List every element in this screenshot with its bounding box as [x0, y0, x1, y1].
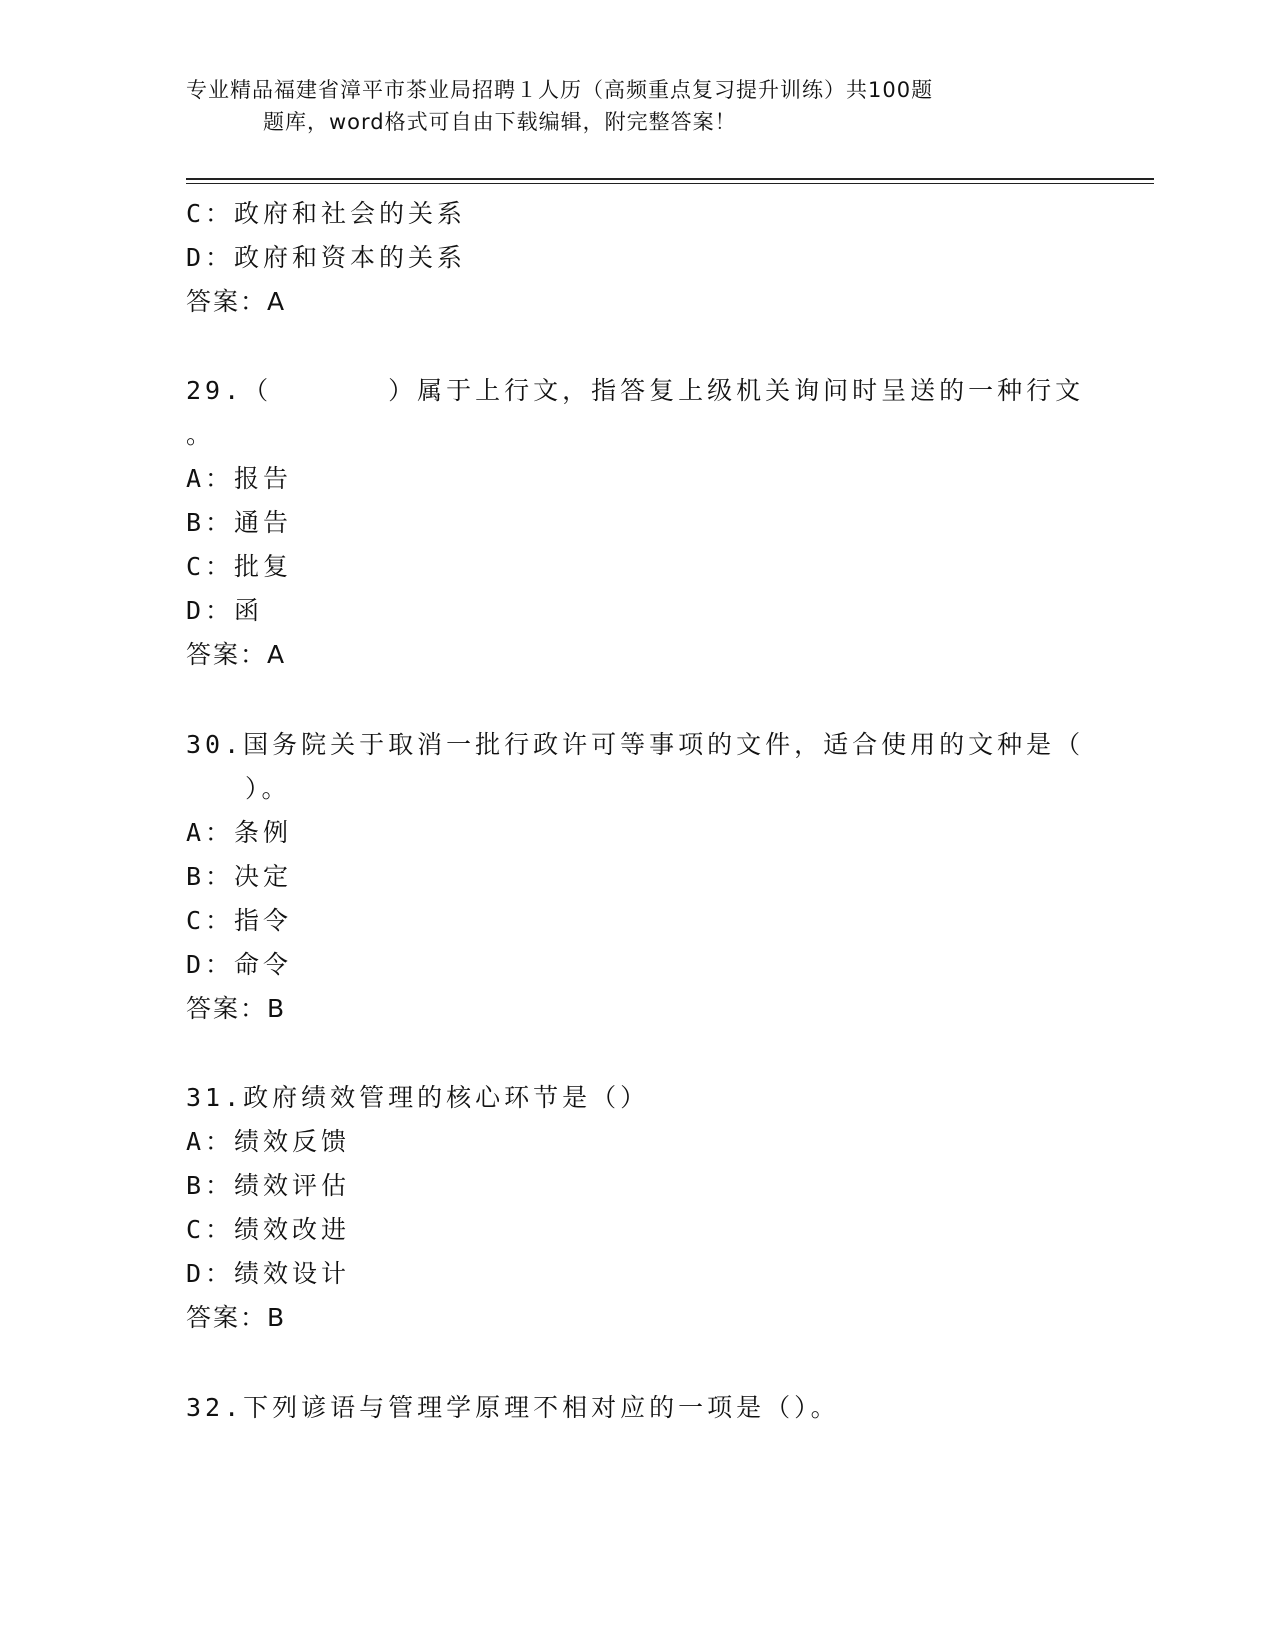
header-rule-thin: [186, 183, 1154, 184]
q28-option-d: D：政府和资本的关系: [186, 243, 467, 272]
q30-option-a: A：条例: [186, 818, 293, 847]
q29-option-c: C：批复: [186, 552, 293, 581]
q31-option-a: A：绩效反馈: [186, 1127, 351, 1156]
q31-option-d: D：绩效设计: [186, 1259, 351, 1288]
q30-answer: 答案：B: [186, 994, 287, 1023]
q30-option-d: D：命令: [186, 950, 293, 979]
q29-stem-line1: 29.（ ）属于上行文，指答复上级机关询问时呈送的一种行文: [186, 376, 1085, 405]
q31-stem: 31.政府绩效管理的核心环节是（）: [186, 1083, 650, 1112]
q30-option-c: C：指令: [186, 906, 293, 935]
q30-stem-line2: ）。: [216, 774, 291, 803]
header-rule-thick: [186, 178, 1154, 180]
q31-option-c: C：绩效改进: [186, 1215, 351, 1244]
q30-option-b: B：决定: [186, 862, 293, 891]
q29-option-a: A：报告: [186, 464, 293, 493]
document-header: [186, 74, 1086, 138]
q31-option-b: B：绩效评估: [186, 1171, 351, 1200]
q30-stem-line1: 30.国务院关于取消一批行政许可等事项的文件，适合使用的文种是（: [186, 730, 1085, 759]
header-title-line2: 题库，word格式可自由下载编辑，附完整答案！: [263, 110, 737, 134]
q29-option-b: B：通告: [186, 508, 293, 537]
q28-option-c: C：政府和社会的关系: [186, 199, 467, 228]
q28-answer: 答案：A: [186, 287, 287, 316]
q29-option-d: D：函: [186, 596, 264, 625]
q32-stem: 32.下列谚语与管理学原理不相对应的一项是（）。: [186, 1393, 840, 1422]
q29-stem-line2: 。: [186, 420, 216, 449]
header-title-line1: 专业精品福建省漳平市茶业局招聘１人历（高频重点复习提升训练）共100题: [186, 78, 934, 102]
q31-answer: 答案：B: [186, 1303, 287, 1332]
q29-answer: 答案：A: [186, 640, 287, 669]
